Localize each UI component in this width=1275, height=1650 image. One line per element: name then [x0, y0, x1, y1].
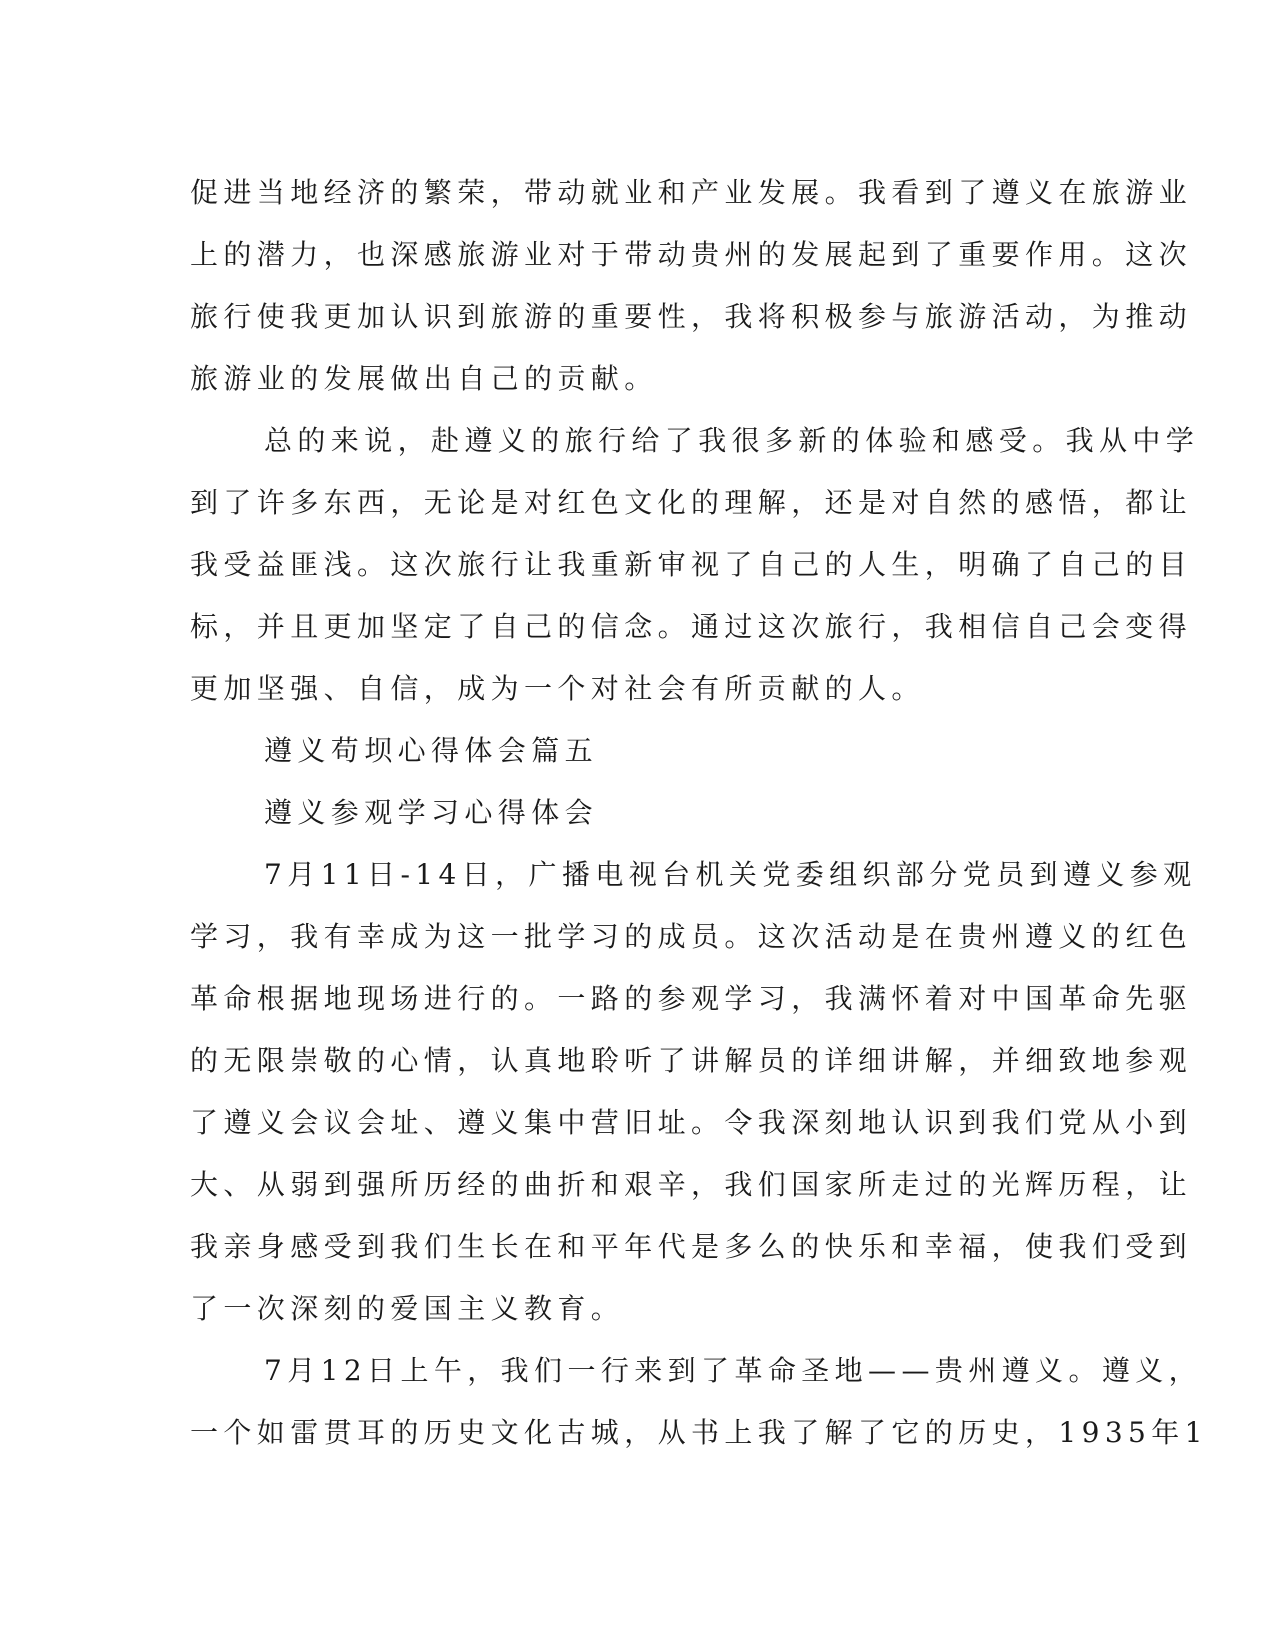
text-line: 更加坚强、自信，成为一个对社会有所贡献的人。 [190, 672, 925, 705]
text-line: 我亲身感受到我们生长在和平年代是多么的快乐和幸福，使我们受到 [190, 1230, 1193, 1263]
text-line: 旅游业的发展做出自己的贡献。 [190, 362, 658, 395]
text-line: 到了许多东西，无论是对红色文化的理解，还是对自然的感悟，都让 [190, 486, 1193, 519]
text-line: 了一次深刻的爱国主义教育。 [190, 1292, 625, 1325]
paragraph-start-line: 7月11日-14日，广播电视台机关党委组织部分党员到遵义参观 [264, 858, 1197, 891]
text-line: 的无限崇敬的心情，认真地聆听了讲解员的详细讲解，并细致地参观 [190, 1044, 1193, 1077]
text-line: 革命根据地现场进行的。一路的参观学习，我满怀着对中国革命先驱 [190, 982, 1193, 1015]
paragraph-start-line: 总的来说，赴遵义的旅行给了我很多新的体验和感受。我从中学 [264, 424, 1200, 457]
text-line: 我受益匪浅。这次旅行让我重新审视了自己的人生，明确了自己的目 [190, 548, 1193, 581]
text-line: 大、从弱到强所历经的曲折和艰辛，我们国家所走过的光辉历程，让 [190, 1168, 1193, 1201]
document-body [190, 162, 1208, 1464]
text-line: 了遵义会议会址、遵义集中营旧址。令我深刻地认识到我们党从小到 [190, 1106, 1193, 1139]
article-title: 遵义参观学习心得体会 [264, 796, 599, 829]
text-line: 学习，我有幸成为这一批学习的成员。这次活动是在贵州遵义的红色 [190, 920, 1193, 953]
text-line: 标，并且更加坚定了自己的信念。通过这次旅行，我相信自己会变得 [190, 610, 1193, 643]
text-line: 促进当地经济的繁荣，带动就业和产业发展。我看到了遵义在旅游业 [190, 176, 1193, 209]
paragraph-start-line: 7月12日上午，我们一行来到了革命圣地——贵州遵义。遵义， [264, 1354, 1203, 1387]
section-heading: 遵义苟坝心得体会篇五 [264, 734, 599, 767]
text-line: 一个如雷贯耳的历史文化古城，从书上我了解了它的历史，1935年1 [190, 1416, 1208, 1449]
text-line: 上的潜力，也深感旅游业对于带动贵州的发展起到了重要作用。这次 [190, 238, 1193, 271]
text-line: 旅行使我更加认识到旅游的重要性，我将积极参与旅游活动，为推动 [190, 300, 1193, 333]
